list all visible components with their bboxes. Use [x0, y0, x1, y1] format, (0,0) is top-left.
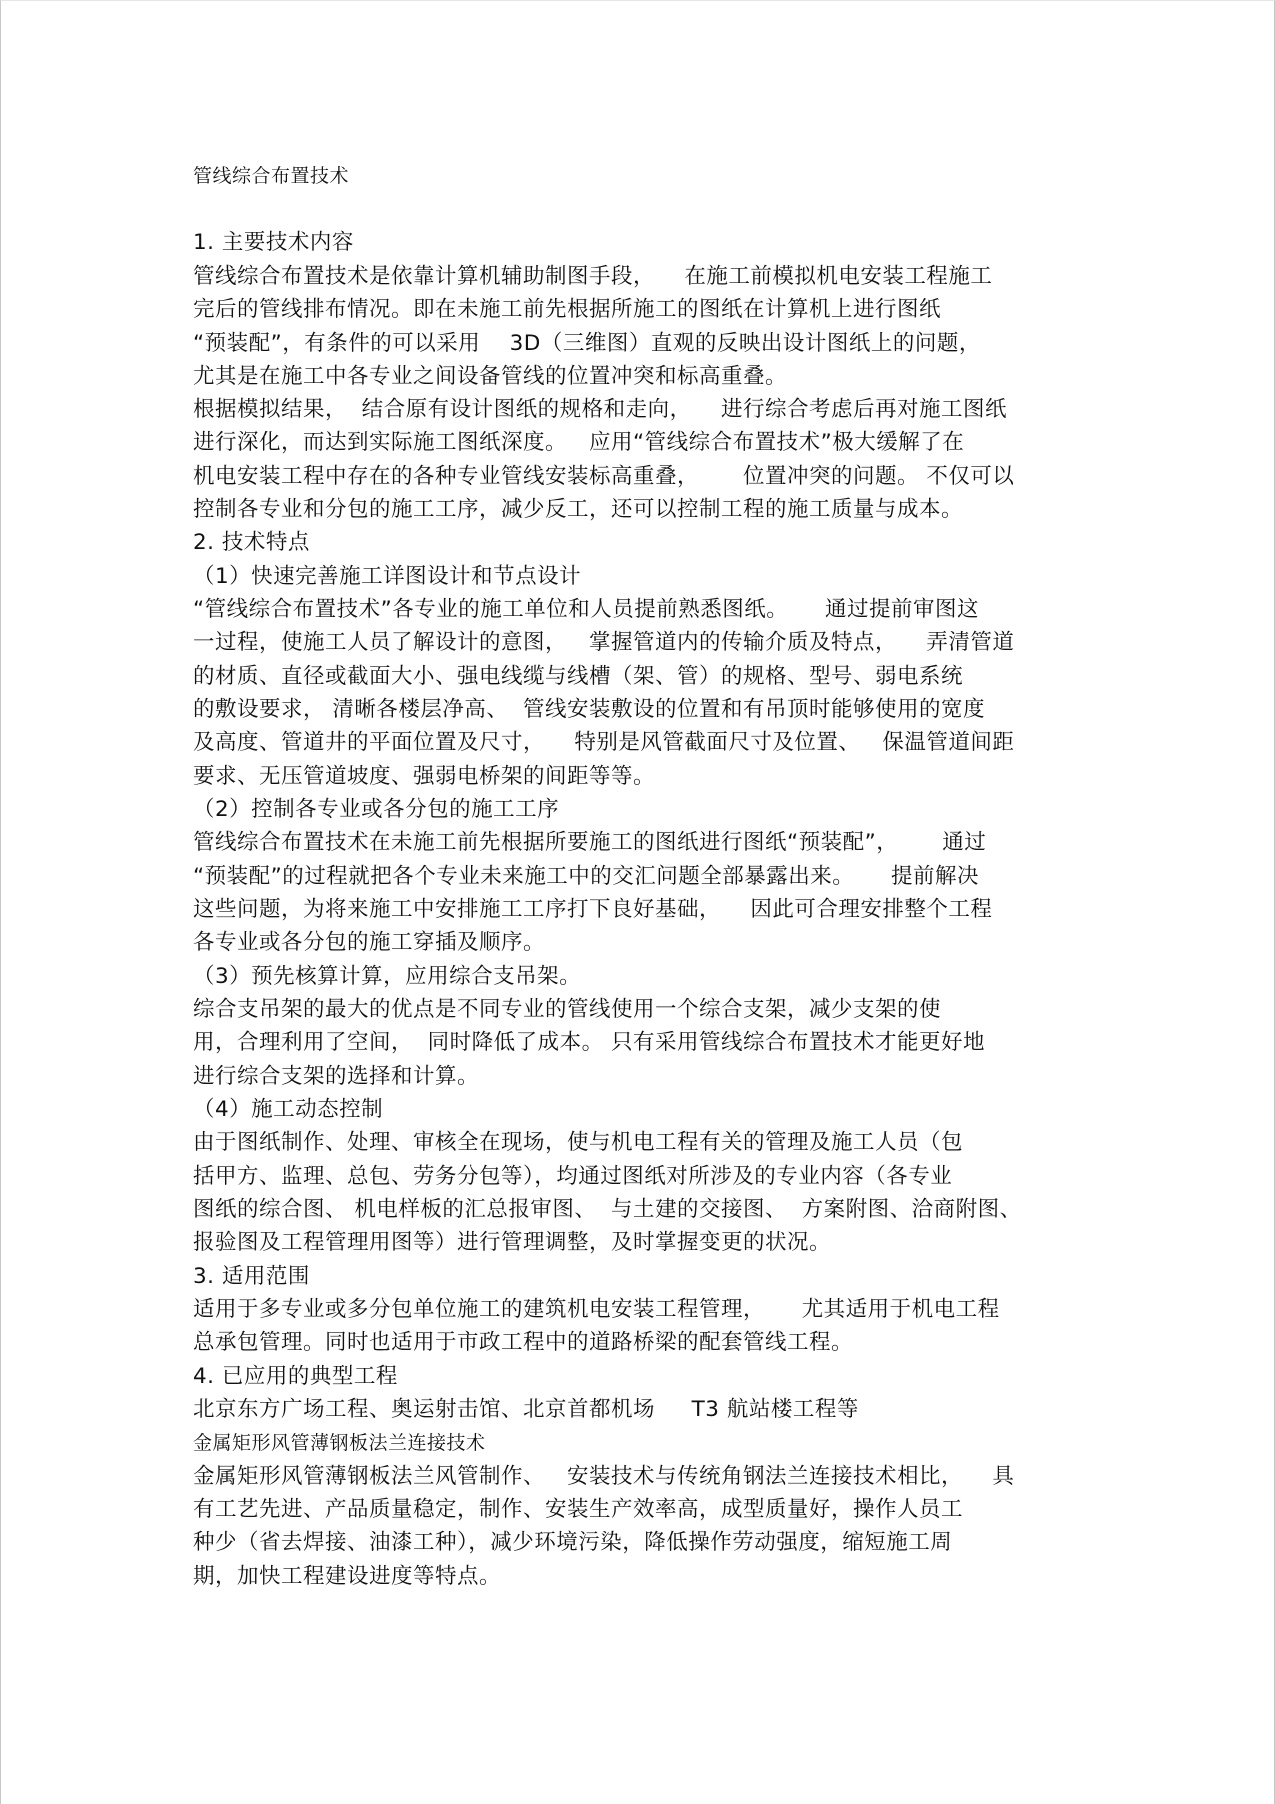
- text-line: 图纸的综合图、 机电样板的汇总报审图、 与土建的交接图、 方案附图、洽商附图、: [193, 1197, 1022, 1222]
- text-line: 管线综合布置技术是依靠计算机辅助制图手段， 在施工前模拟机电安装工程施工: [193, 264, 993, 289]
- section-heading: 1. 主要技术内容: [193, 230, 354, 255]
- text-line: 由于图纸制作、处理、审核全在现场，使与机电工程有关的管理及施工人员（包: [193, 1130, 964, 1155]
- text-line: 及高度、管道井的平面位置及尺寸， 特别是风管截面尺寸及位置、 保温管道间距: [193, 730, 1015, 755]
- text-line: 用，合理利用了空间， 同时降低了成本。 只有采用管线综合布置技术才能更好地: [193, 1030, 986, 1055]
- text-line: “预装配”，有条件的可以采用 3D（三维图）直观的反映出设计图纸上的问题，: [193, 331, 981, 356]
- subsection-heading: （2）控制各专业或各分包的施工工序: [193, 797, 560, 822]
- text-line: 金属矩形风管薄钢板法兰风管制作、 安装技术与传统角钢法兰连接技术相比， 具: [193, 1464, 1015, 1489]
- section-heading: 3. 适用范围: [193, 1264, 310, 1289]
- text-line: 期，加快工程建设进度等特点。: [193, 1564, 502, 1589]
- text-line: 种少（省去焊接、油漆工种），减少环境污染，降低操作劳动强度，缩短施工周: [193, 1530, 953, 1555]
- text-line: 要求、无压管道坡度、强弱电桥架的间距等等。: [193, 764, 656, 789]
- text-line: 一过程，使施工人员了解设计的意图， 掌握管道内的传输介质及特点， 弄清管道: [193, 630, 1015, 655]
- next-topic-title: 金属矩形风管薄钢板法兰连接技术: [193, 1432, 486, 1454]
- text-line: 完后的管线排布情况。即在未施工前先根据所施工的图纸在计算机上进行图纸: [193, 297, 942, 322]
- text-line: 总承包管理。同时也适用于市政工程中的道路桥梁的配套管线工程。: [193, 1330, 854, 1355]
- text-line: 管线综合布置技术在未施工前先根据所要施工的图纸进行图纸“预装配”， 通过: [193, 830, 987, 855]
- text-line: 进行深化，而达到实际施工图纸深度。 应用“管线综合布置技术”极大缓解了在: [193, 430, 965, 455]
- text-line: “预装配”的过程就把各个专业未来施工中的交汇问题全部暴露出来。 提前解决: [193, 864, 979, 889]
- text-line: 的材质、直径或截面大小、强电线缆与线槽（架、管）的规格、型号、弱电系统: [193, 664, 964, 689]
- subsection-heading: （4）施工动态控制: [193, 1097, 384, 1122]
- text-line: 适用于多专业或多分包单位施工的建筑机电安装工程管理， 尤其适用于机电工程: [193, 1297, 1000, 1322]
- section-heading: 4. 已应用的典型工程: [193, 1364, 398, 1389]
- subsection-heading: （1）快速完善施工详图设计和节点设计: [193, 564, 582, 589]
- text-line: 有工艺先进、产品质量稳定，制作、安装生产效率高，成型质量好，操作人员工: [193, 1497, 964, 1522]
- text-line: 综合支吊架的最大的优点是不同专业的管线使用一个综合支架，减少支架的使: [193, 997, 942, 1022]
- text-line: 这些问题，为将来施工中安排施工工序打下良好基础， 因此可合理安排整个工程: [193, 897, 993, 922]
- text-line: 尤其是在施工中各专业之间设备管线的位置冲突和标高重叠。: [193, 364, 788, 389]
- text-line: 机电安装工程中存在的各种专业管线安装标高重叠， 位置冲突的问题。 不仅可以: [193, 464, 1015, 489]
- text-line: 北京东方广场工程、奥运射击馆、北京首都机场 T3 航站楼工程等: [193, 1397, 859, 1422]
- text-line: 报验图及工程管理用图等）进行管理调整，及时掌握变更的状况。: [193, 1230, 832, 1255]
- text-line: “管线综合布置技术”各专业的施工单位和人员提前熟悉图纸。 通过提前审图这: [193, 597, 979, 622]
- text-line: 进行综合支架的选择和计算。: [193, 1064, 480, 1089]
- text-line: 括甲方、监理、总包、劳务分包等），均通过图纸对所涉及的专业内容（各专业: [193, 1164, 953, 1189]
- text-line: 的敷设要求， 清晰各楼层净高、 管线安装敷设的位置和有吊顶时能够使用的宽度: [193, 697, 986, 722]
- subsection-heading: （3）预先核算计算，应用综合支吊架。: [193, 964, 582, 989]
- document-title: 管线综合布置技术: [193, 165, 350, 187]
- section-heading: 2. 技术特点: [193, 530, 310, 555]
- text-line: 控制各专业和分包的施工工序，减少反工，还可以控制工程的施工质量与成本。: [193, 497, 964, 522]
- text-line: 根据模拟结果， 结合原有设计图纸的规格和走向， 进行综合考虑后再对施工图纸: [193, 397, 1008, 422]
- text-line: 各专业或各分包的施工穿插及顺序。: [193, 930, 546, 955]
